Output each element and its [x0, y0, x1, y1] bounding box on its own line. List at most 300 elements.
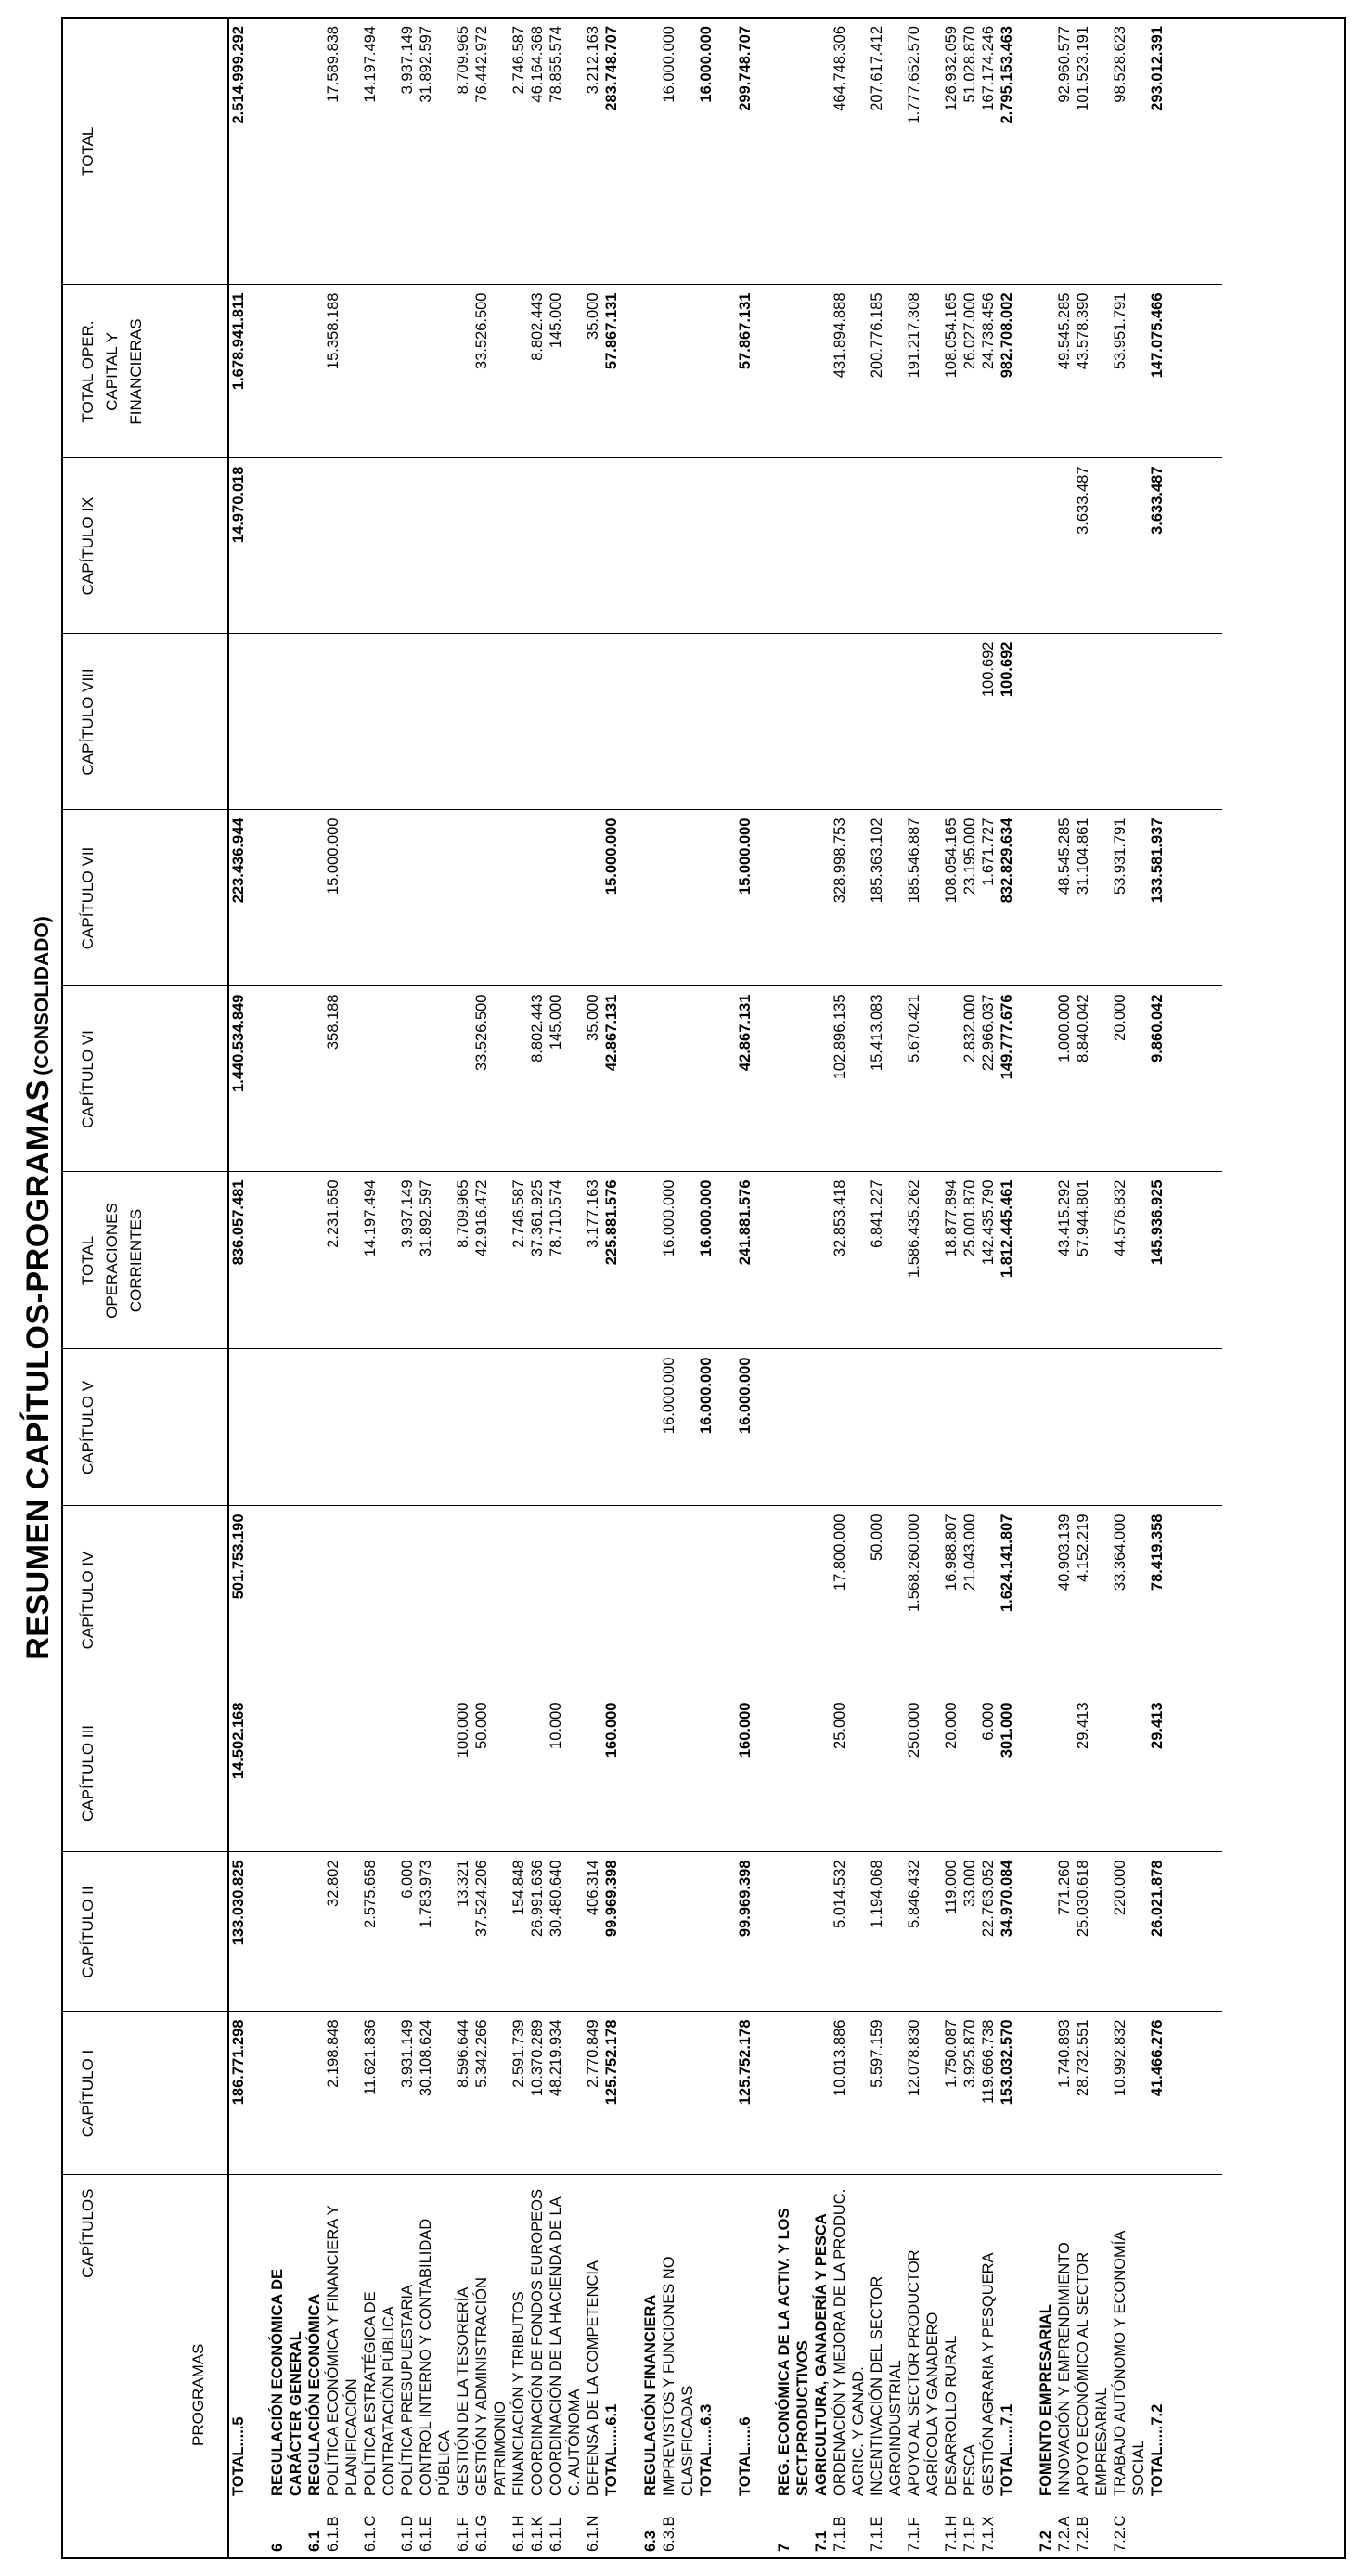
- value-cell: 29.413: [1148, 1694, 1167, 1852]
- value-cell: 3.937.149: [399, 26, 416, 95]
- value-cell: 20.000: [942, 1694, 961, 1852]
- section-heading-row: [641, 19, 660, 2557]
- column-header: CAPÍTULO II: [63, 1852, 228, 2012]
- value-cell: 31.104.861: [1074, 810, 1111, 986]
- program-row: [1074, 19, 1111, 2557]
- program-code: 7.2.A: [1056, 2516, 1073, 2552]
- value-cell: 14.197.494: [361, 1172, 398, 1349]
- value-cell: [305, 2012, 324, 2175]
- value-cell: 3.177.163: [584, 1172, 602, 1349]
- value-cell: [868, 1694, 905, 1852]
- value-cell: [775, 1172, 812, 1349]
- empty-cell: [621, 2175, 641, 2500]
- program-name: REGULACIÓN ECONÓMICA DE CARÁCTER GENERAL: [268, 2175, 305, 2500]
- value-cell: [660, 458, 697, 634]
- value-cell: [1111, 634, 1148, 810]
- empty-cell: [754, 2175, 775, 2500]
- value-cell: [868, 458, 905, 634]
- value-cell: [775, 285, 812, 458]
- program-row: [1111, 19, 1148, 2557]
- empty-cell: [248, 810, 268, 986]
- value-cell: 149.777.676: [998, 986, 1016, 1172]
- value-cell: 41.466.276: [1148, 2012, 1167, 2175]
- value-cell: [942, 458, 961, 634]
- program-row: [584, 19, 602, 2557]
- value-cell: 25.030.618: [1074, 1852, 1111, 2012]
- value-cell: [417, 285, 454, 458]
- empty-cell: [621, 19, 641, 285]
- value-cell: [831, 634, 868, 810]
- program-row: [417, 19, 454, 2557]
- value-cell: 32.802: [324, 1852, 361, 2012]
- value-cell: 15.358.188: [324, 285, 361, 458]
- column-header: CAPÍTULO IX: [63, 458, 228, 634]
- value-cell: [472, 810, 509, 986]
- column-header: TOTAL OPERACIONES CORRIENTES: [63, 1172, 228, 1349]
- program-row: [660, 19, 697, 2557]
- value-cell: [584, 1694, 602, 1852]
- value-cell: [324, 1694, 361, 1852]
- empty-cell: [1016, 285, 1037, 458]
- spacer-row: [621, 19, 641, 2557]
- value-cell: [812, 2012, 831, 2175]
- empty-cell: [621, 2500, 641, 2557]
- value-cell: [831, 1349, 868, 1506]
- value-cell: 16.000.000: [660, 1172, 697, 1349]
- program-row: [324, 19, 361, 2557]
- value-cell: 160.000: [602, 1694, 621, 1852]
- program-code: [602, 2500, 621, 2557]
- program-row: [398, 19, 417, 2557]
- empty-cell: [621, 2012, 641, 2175]
- value-cell: [979, 1506, 998, 1694]
- program-code: 6: [269, 2543, 286, 2552]
- empty-cell: [754, 1349, 775, 1506]
- program-name: COORDINACIÓN DE LA HACIENDA DE LA C. AUTÓNOMA: [547, 2175, 584, 2500]
- value-cell: [602, 1506, 621, 1694]
- value-cell: 50.000: [868, 1506, 905, 1694]
- empty-cell: [248, 458, 268, 634]
- value-cell: 46.164.368: [529, 26, 546, 103]
- value-cell: [454, 1506, 472, 1694]
- value-cell: 98.528.623: [1112, 26, 1128, 103]
- value-cell: 464.748.306: [832, 26, 848, 111]
- program-name: TOTAL.....7.1: [998, 2175, 1016, 2500]
- empty-cell: [1167, 2500, 1222, 2557]
- value-cell: [398, 634, 417, 810]
- value-cell: [961, 1694, 979, 1852]
- empty-cell: [716, 1172, 736, 1349]
- program-code: 6.1.G: [473, 2514, 490, 2552]
- program-code: 6.3: [642, 2531, 659, 2552]
- value-cell: [268, 285, 305, 458]
- value-cell: 3.931.149: [398, 2012, 417, 2175]
- value-cell: 21.043.000: [961, 1506, 979, 1694]
- value-cell: 6.000: [979, 1694, 998, 1852]
- column-header: TOTAL: [63, 19, 228, 285]
- value-cell: [942, 1349, 961, 1506]
- program-name: PESCA: [961, 2175, 979, 2500]
- summary-table: [63, 19, 1222, 2557]
- value-cell: 5.597.159: [868, 2012, 905, 2175]
- value-cell: [361, 458, 398, 634]
- program-row: [942, 19, 961, 2557]
- value-cell: [1037, 1852, 1055, 2012]
- value-cell: 8.840.042: [1074, 986, 1111, 1172]
- program-name: ORDENACIÓN Y MEJORA DE LA PRODUC. AGRIC. Y GANAD.: [831, 2175, 868, 2500]
- value-cell: 2.575.658: [361, 1852, 398, 2012]
- empty-cell: [1016, 1694, 1037, 1852]
- total-row: [998, 19, 1016, 2557]
- value-cell: [775, 1694, 812, 1852]
- value-cell: [472, 1349, 509, 1506]
- program-name: TOTAL.....7.2: [1148, 2175, 1167, 2500]
- empty-cell: [621, 1506, 641, 1694]
- value-cell: [528, 1506, 547, 1694]
- empty-cell: [248, 2012, 268, 2175]
- value-cell: [1074, 634, 1111, 810]
- value-cell: [268, 2012, 305, 2175]
- value-cell: [305, 1694, 324, 1852]
- value-cell: [417, 1506, 454, 1694]
- value-cell: [584, 458, 602, 634]
- empty-cell: [1016, 2012, 1037, 2175]
- value-cell: [641, 285, 660, 458]
- value-cell: 293.012.391: [1149, 26, 1166, 111]
- value-cell: 145.936.925: [1148, 1172, 1167, 1349]
- value-cell: [1111, 1694, 1148, 1852]
- value-cell: [228, 634, 248, 810]
- value-cell: 14.197.494: [362, 26, 379, 103]
- value-cell: [812, 1506, 831, 1694]
- value-cell: [812, 19, 831, 285]
- empty-cell: [621, 986, 641, 1172]
- value-cell: 299.748.707: [737, 26, 754, 111]
- empty-cell: [621, 810, 641, 986]
- value-cell: 24.738.456: [979, 285, 998, 458]
- value-cell: 4.152.219: [1074, 1506, 1111, 1694]
- value-cell: 10.013.886: [831, 2012, 868, 2175]
- value-cell: [660, 1694, 697, 1852]
- value-cell: [905, 458, 942, 634]
- value-cell: [1055, 458, 1074, 634]
- program-code: 7.1.B: [832, 2516, 848, 2552]
- program-name: POLÍTICA ESTRATÉGICA DE CONTRATACIÓN PÚBLICA: [361, 2175, 398, 2500]
- value-cell: 26.021.878: [1148, 1852, 1167, 2012]
- value-cell: [509, 1694, 528, 1852]
- value-cell: 9.860.042: [1148, 986, 1167, 1172]
- value-cell: [361, 986, 398, 1172]
- program-code: 6.1.E: [418, 2516, 434, 2552]
- value-cell: 8.709.965: [455, 26, 471, 95]
- value-cell: 25.001.870: [961, 1172, 979, 1349]
- value-cell: 40.903.139: [1055, 1506, 1074, 1694]
- value-cell: [528, 1694, 547, 1852]
- empty-cell: [1167, 634, 1222, 810]
- value-cell: [268, 1349, 305, 1506]
- value-cell: [398, 810, 417, 986]
- value-cell: 18.877.894: [942, 1172, 961, 1349]
- column-header: CAPÍTULO VII: [63, 810, 228, 986]
- value-cell: 431.894.888: [831, 285, 868, 458]
- program-name: APOYO AL SECTOR PRODUCTOR AGRÍCOLA Y GANADERO: [905, 2175, 942, 2500]
- value-cell: 10.370.289: [528, 2012, 547, 2175]
- empty-cell: [248, 1349, 268, 1506]
- value-cell: 1.586.435.262: [905, 1172, 942, 1349]
- value-cell: [268, 634, 305, 810]
- program-code: 7: [776, 2543, 793, 2552]
- value-cell: 142.435.790: [979, 1172, 998, 1349]
- total-row: [602, 19, 621, 2557]
- value-cell: 125.752.178: [602, 2012, 621, 2175]
- value-cell: [454, 810, 472, 986]
- program-code: [736, 2500, 754, 2557]
- value-cell: [417, 458, 454, 634]
- value-cell: [268, 810, 305, 986]
- column-header: CAPÍTULO V: [63, 1349, 228, 1506]
- value-cell: 101.523.191: [1075, 26, 1091, 111]
- value-cell: 17.589.838: [325, 26, 342, 103]
- empty-cell: [716, 634, 736, 810]
- total-row: [228, 19, 248, 2557]
- value-cell: [812, 1349, 831, 1506]
- value-cell: 207.617.412: [869, 26, 885, 111]
- value-cell: [812, 458, 831, 634]
- value-cell: [812, 810, 831, 986]
- program-name: REGULACIÓN FINANCIERA: [641, 2175, 660, 2500]
- value-cell: 100.000: [454, 1694, 472, 1852]
- value-cell: 14.502.168: [228, 1694, 248, 1852]
- value-cell: 119.000: [942, 1852, 961, 2012]
- column-header: CAPÍTULO VIII: [63, 634, 228, 810]
- value-cell: 53.931.791: [1111, 810, 1148, 986]
- empty-cell: [754, 458, 775, 634]
- total-row: [736, 19, 754, 2557]
- program-code: 6.1.L: [548, 2518, 564, 2552]
- value-cell: [1037, 2012, 1055, 2175]
- empty-cell: [1016, 1172, 1037, 1349]
- section-heading-row: [775, 19, 812, 2557]
- program-name: INNOVACIÓN Y EMPRENDIMIENTO: [1055, 2175, 1074, 2500]
- empty-cell: [716, 2500, 736, 2557]
- value-cell: 301.000: [998, 1694, 1016, 1852]
- value-cell: [324, 1349, 361, 1506]
- value-cell: 2.591.739: [509, 2012, 528, 2175]
- empty-cell: [716, 1506, 736, 1694]
- value-cell: [1037, 1349, 1055, 1506]
- empty-cell: [716, 1349, 736, 1506]
- value-cell: 250.000: [905, 1694, 942, 1852]
- value-cell: 126.932.059: [943, 26, 960, 111]
- value-cell: [979, 458, 998, 634]
- empty-cell: [716, 986, 736, 1172]
- empty-cell: [1167, 285, 1222, 458]
- value-cell: [812, 986, 831, 1172]
- value-cell: [641, 1852, 660, 2012]
- program-row: [472, 19, 509, 2557]
- value-cell: [775, 634, 812, 810]
- value-cell: [528, 1349, 547, 1506]
- program-code: 7.1.E: [869, 2516, 885, 2552]
- program-name: APOYO ECONÓMICO AL SECTOR EMPRESARIAL: [1074, 2175, 1111, 2500]
- section-heading-row: [305, 19, 324, 2557]
- value-cell: 1.678.941.811: [228, 285, 248, 458]
- value-cell: [697, 810, 716, 986]
- value-cell: [641, 2012, 660, 2175]
- empty-cell: [1016, 2175, 1037, 2500]
- value-cell: 10.000: [547, 1694, 584, 1852]
- program-name: DESARROLLO RURAL: [942, 2175, 961, 2500]
- empty-cell: [716, 2175, 736, 2500]
- value-cell: 48.545.285: [1055, 810, 1074, 986]
- value-cell: 3.633.487: [1148, 458, 1167, 634]
- value-cell: 33.364.000: [1111, 1506, 1148, 1694]
- value-cell: 225.881.576: [602, 1172, 621, 1349]
- value-cell: 3.925.870: [961, 2012, 979, 2175]
- value-cell: 13.321: [454, 1852, 472, 2012]
- value-cell: [417, 1694, 454, 1852]
- table-body: [228, 19, 1222, 2557]
- value-cell: 28.732.551: [1074, 2012, 1111, 2175]
- program-code: [998, 2500, 1016, 2557]
- value-cell: [398, 1349, 417, 1506]
- value-cell: 100.692: [979, 634, 998, 810]
- value-cell: 16.988.807: [942, 1506, 961, 1694]
- value-cell: 30.480.640: [547, 1852, 584, 2012]
- value-cell: [602, 634, 621, 810]
- value-cell: [472, 1506, 509, 1694]
- value-cell: 37.361.925: [528, 1172, 547, 1349]
- value-cell: [547, 458, 584, 634]
- value-cell: [509, 986, 528, 1172]
- program-code: [697, 2500, 716, 2557]
- value-cell: 160.000: [736, 1694, 754, 1852]
- value-cell: [454, 986, 472, 1172]
- empty-cell: [248, 1172, 268, 1349]
- value-cell: [868, 1349, 905, 1506]
- value-cell: 33.526.500: [472, 986, 509, 1172]
- empty-cell: [1016, 1506, 1037, 1694]
- empty-cell: [716, 810, 736, 986]
- value-cell: [660, 1506, 697, 1694]
- value-cell: 8.596.644: [454, 2012, 472, 2175]
- value-cell: 100.692: [998, 634, 1016, 810]
- program-name: CONTROL INTERNO Y CONTABILIDAD PÚBLICA: [417, 2175, 454, 2500]
- value-cell: [268, 1694, 305, 1852]
- program-code: 6.1.D: [399, 2515, 416, 2552]
- value-cell: [454, 1349, 472, 1506]
- program-row: [509, 19, 528, 2557]
- empty-cell: [754, 1172, 775, 1349]
- value-cell: [584, 1506, 602, 1694]
- value-cell: [641, 986, 660, 1172]
- value-cell: [775, 986, 812, 1172]
- empty-cell: [1167, 19, 1222, 285]
- value-cell: [1055, 1694, 1074, 1852]
- program-code: 7.1.H: [943, 2515, 960, 2552]
- value-cell: 1.194.068: [868, 1852, 905, 2012]
- value-cell: [398, 986, 417, 1172]
- value-cell: [417, 634, 454, 810]
- value-cell: 44.576.832: [1111, 1172, 1148, 1349]
- value-cell: 16.000.000: [698, 26, 715, 103]
- value-cell: 78.855.574: [548, 26, 564, 103]
- value-cell: [697, 1506, 716, 1694]
- value-cell: [1037, 634, 1055, 810]
- value-cell: [736, 634, 754, 810]
- value-cell: 31.892.597: [417, 1172, 454, 1349]
- value-cell: [697, 1694, 716, 1852]
- value-cell: 2.770.849: [584, 2012, 602, 2175]
- empty-cell: [1167, 1349, 1222, 1506]
- value-cell: 5.014.532: [831, 1852, 868, 2012]
- value-cell: [942, 986, 961, 1172]
- column-header: TOTAL OPER. CAPITAL Y FINANCIERAS: [63, 285, 228, 458]
- empty-cell: [754, 2500, 775, 2557]
- empty-cell: [716, 1694, 736, 1852]
- column-header: CAPÍTULO III: [63, 1694, 228, 1852]
- empty-cell: [1167, 810, 1222, 986]
- program-name: GESTIÓN AGRARIA Y PESQUERA: [979, 2175, 998, 2500]
- empty-cell: [754, 1506, 775, 1694]
- value-cell: 406.314: [584, 1852, 602, 2012]
- value-cell: [1055, 1349, 1074, 1506]
- value-cell: [547, 810, 584, 986]
- value-cell: 119.666.738: [979, 2012, 998, 2175]
- program-row: [961, 19, 979, 2557]
- empty-cell: [716, 19, 736, 285]
- empty-cell: [621, 458, 641, 634]
- summary-table-frame: [61, 17, 1346, 2559]
- value-cell: 42.867.131: [602, 986, 621, 1172]
- value-cell: [398, 1506, 417, 1694]
- empty-cell: [248, 285, 268, 458]
- value-cell: [1037, 1172, 1055, 1349]
- value-cell: [697, 1852, 716, 2012]
- program-name: TOTAL.....6.1: [602, 2175, 621, 2500]
- value-cell: [584, 1349, 602, 1506]
- empty-cell: [621, 1349, 641, 1506]
- empty-cell: [754, 1852, 775, 2012]
- value-cell: [905, 634, 942, 810]
- empty-cell: [248, 986, 268, 1172]
- value-cell: 92.960.577: [1056, 26, 1073, 103]
- program-row: [868, 19, 905, 2557]
- value-cell: [775, 810, 812, 986]
- empty-cell: [1167, 1852, 1222, 2012]
- value-cell: 15.000.000: [736, 810, 754, 986]
- page-title: RESUMEN CAPÍTULOS-PROGRAMAS: [20, 1079, 56, 1660]
- value-cell: [1111, 458, 1148, 634]
- header-capitulos: CAPÍTULOS: [79, 2188, 97, 2278]
- value-cell: 185.546.887: [905, 810, 942, 986]
- value-cell: 1.740.893: [1055, 2012, 1074, 2175]
- column-header: CAPÍTULO VI: [63, 986, 228, 1172]
- spacer-row: [716, 19, 736, 2557]
- program-name: TOTAL.....6: [736, 2175, 754, 2500]
- value-cell: [528, 458, 547, 634]
- value-cell: 133.581.937: [1148, 810, 1167, 986]
- program-code: 7.2.B: [1075, 2516, 1091, 2552]
- section-heading-row: [268, 19, 305, 2557]
- value-cell: 16.000.000: [736, 1349, 754, 1506]
- value-cell: [641, 1349, 660, 1506]
- program-code: 7.2.C: [1112, 2515, 1128, 2552]
- program-code: 6.3.B: [661, 2516, 677, 2552]
- value-cell: 29.413: [1074, 1694, 1111, 1852]
- value-cell: [305, 810, 324, 986]
- program-code: 7.2: [1038, 2531, 1054, 2552]
